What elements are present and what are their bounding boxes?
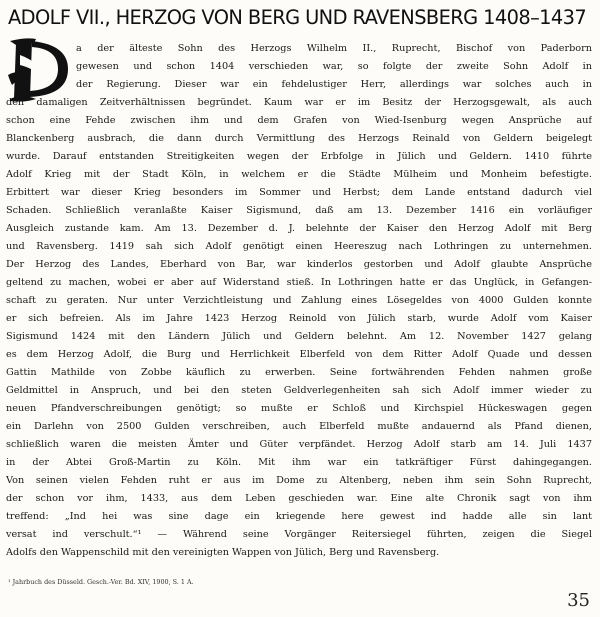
drop-cap-letter: D [31,68,41,82]
text-line: treffend: „Ind hei was sine dage ein kriegende here gewest ind hadde alle sin lant [6,511,592,522]
footnote: ¹ Jahrbuch des Düsseld. Gesch.-Ver. Bd. XIV, 1900, S. 1 A. [8,578,194,586]
text-line: es dem Herzog Adolf, die Burg und Herrlichkeit Elberfeld von dem Ritter Adolf Quade und dessen [6,349,592,360]
text-line: neuen Pfandverschreibungen genötigt; so mußte er Schloß und Kirchspiel Hückeswagen gegen [6,403,592,414]
text-line: Adolf Krieg mit der Stadt Köln, in welchem er die Städte Mülheim und Monheim befestigte. [6,169,592,180]
text-line: Sigismund 1424 mit den Ländern Jülich und Geldern belehnt. Am 12. November 1427 gelang [6,331,592,342]
text-line: Von seinen vielen Fehden ruht er aus im Dome zu Altenberg, neben ihm sein Sohn Ruprecht, [6,475,592,486]
text-line: a der älteste Sohn des Herzogs Wilhelm II., Ruprecht, Bischof von Paderborn [76,43,592,54]
text-line: Schaden. Schließlich veranlaßte Kaiser Sigismund, daß am 13. Dezember 1416 ein vorläufiger [6,205,592,216]
text-line: Ausgleich zustande kam. Am 13. Dezember d. J. belehnte der Kaiser den Herzog Adolf mit Berg [6,223,592,234]
text-line: der schon vor ihm, 1433, aus dem Leben geschieden war. Eine alte Chronik sagt von ihm [6,493,592,504]
text-line: Adolfs den Wappenschild mit den vereinigten Wappen von Jülich, Berg und Ravensberg. [6,547,440,558]
text-line: Der Herzog des Landes, Eberhard von Bar, war kinderlos gestorben und Adolf glaubte Ansprüche [6,259,592,270]
text-line: gewesen und schon 1404 verschieden war, so folgte der zweite Sohn Adolf in [76,61,592,72]
text-line: schließlich waren die meisten Ämter und Güter verpfändet. Herzog Adolf starb am 14. Juli 1437 [6,439,592,450]
main-text [6,40,592,562]
text-line: geltend zu machen, wobei er aber auf Widerstand stieß. In Lothringen hatte er das Unglück, in Gefangen- [6,277,592,288]
text-line: in der Abtei Groß-Martin zu Köln. Mit ihm war ein tatkräftiger Fürst dahingegangen. [6,457,592,468]
text-line: wurde. Darauf entstanden Streitigkeiten wegen der Erbfolge in Jülich und Geldern. 1410 führte [6,151,592,162]
text-line: ein Darlehn von 2500 Gulden verschreiben, auch Elberfeld mußte andauernd als Pfand dienen, [6,421,592,432]
chapter-heading: ADOLF VII., HERZOG VON BERG UND RAVENSBERG 1408–1437 [8,6,587,29]
text-line: Erbittert war dieser Krieg besonders im Sommer und Herbst; dem Lande entstand dadurch viel [6,187,592,198]
text-line: Geldmittel in Anspruch, und bei den steten Geldverlegenheiten sah sich Adolf immer wieder zu [6,385,592,396]
page-number: 35 [567,590,590,611]
text-line: der Regierung. Dieser war ein fehdelustiger Herr, allerdings war solches auch in [76,79,592,90]
text-line: Gattin Mathilde von Zobbe käuflich zu erwerben. Seine fortwährenden Fehden nahmen große [6,367,592,378]
text-line: er sich befreien. Als im Jahre 1423 Herzog Reinold von Jülich starb, wurde Adolf vom Kaiser [6,313,592,324]
text-line: Blanckenberg ausbrach, die dann durch Vermittlung des Herzogs Reinald von Geldern beigelegt [6,133,592,144]
text-line: und Ravensberg. 1419 sah sich Adolf genötigt einen Heereszug nach Lothringen zu unternehmen. [6,241,592,252]
text-line: versat ind verschult.“¹ — Während seine Vorgänger Reitersiegel führten, zeigen die Siegel [6,529,592,540]
text-line: schaft zu geraten. Nur unter Verzichtleistung und Zahlung eines Lösegeldes von 4000 Gulden konnte [6,295,592,306]
text-line: den damaligen Zeitverhältnissen begründet. Kaum war er im Besitz der Herzogsgewalt, als auch [6,97,592,108]
text-line: schon eine Fehde zwischen ihm und dem Grafen von Wied-Isenburg wegen Ansprüche auf [6,115,592,126]
